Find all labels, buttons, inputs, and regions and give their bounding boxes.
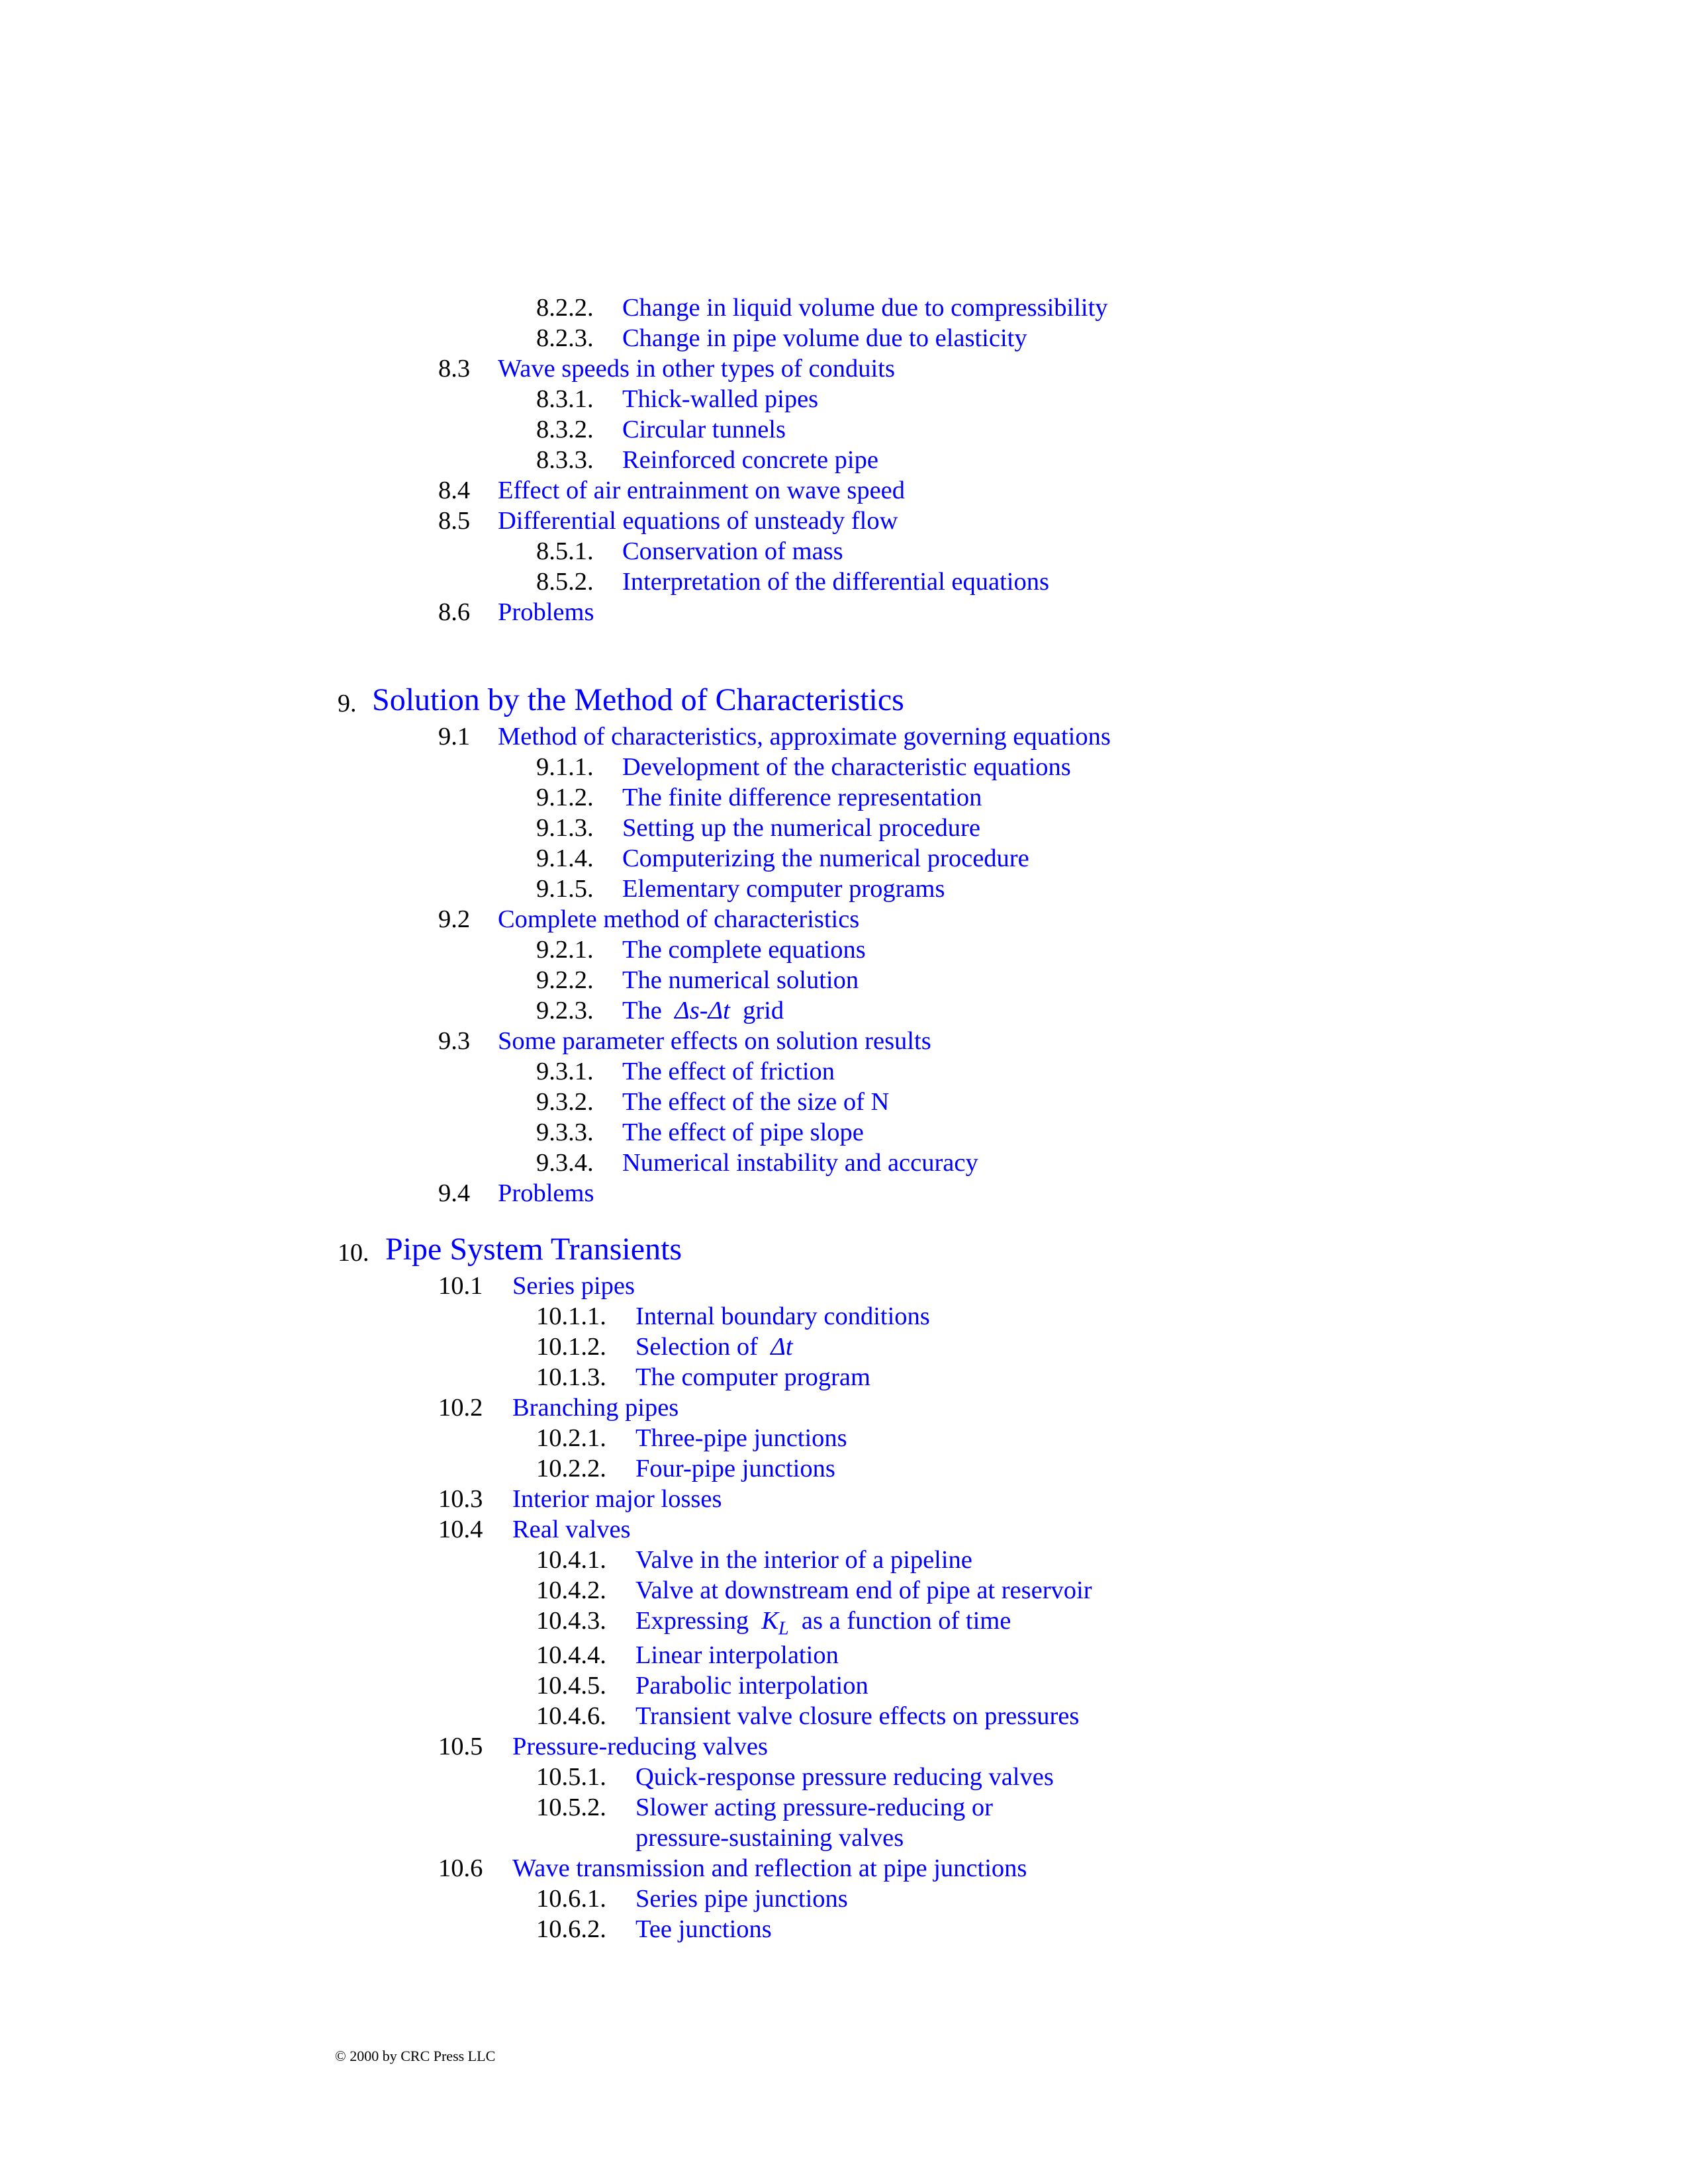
section-number: 8.3 [438, 355, 471, 383]
toc-link[interactable]: Series pipe junctions [635, 1885, 848, 1913]
section-number: 9.2.1. [536, 936, 594, 964]
section-number: 10.6.1. [536, 1885, 606, 1913]
section-number: 9.1.4. [536, 844, 594, 872]
section-number: 10.1.3. [536, 1363, 606, 1391]
toc-link-text: Expressing [635, 1607, 749, 1635]
toc-link[interactable]: Method of characteristics, approximate governing equations [498, 723, 1111, 751]
toc-link[interactable]: Quick-response pressure reducing valves [635, 1763, 1054, 1791]
toc-link[interactable]: Linear interpolation [635, 1641, 839, 1669]
chapter-number: 9. [338, 690, 357, 717]
toc-link[interactable]: Effect of air entrainment on wave speed [498, 477, 906, 504]
section-number: 9.1.3. [536, 814, 594, 842]
toc-link[interactable]: Numerical instability and accuracy [622, 1149, 978, 1177]
section-number: 10.1.2. [536, 1333, 606, 1361]
toc-link[interactable]: Four-pipe junctions [635, 1455, 835, 1482]
section-number: 10.6.2. [536, 1915, 606, 1943]
toc-link[interactable]: Some parameter effects on solution results [498, 1027, 931, 1055]
toc-link[interactable]: Problems [498, 598, 594, 626]
section-number: 8.3.1. [536, 385, 594, 413]
toc-link[interactable]: Slower acting pressure-reducing or [635, 1794, 993, 1821]
section-number: 8.2.2. [536, 294, 594, 322]
toc-link[interactable]: Real valves [512, 1516, 631, 1543]
toc-link[interactable]: Thick-walled pipes [622, 385, 819, 413]
toc-link[interactable] [635, 1606, 1011, 1645]
section-number: 9.1.2. [536, 784, 594, 811]
toc-link[interactable]: Valve at downstream end of pipe at reservoir [635, 1576, 1092, 1604]
section-number: 8.4 [438, 477, 471, 504]
section-number: 10.5.2. [536, 1794, 606, 1821]
section-number: 8.5.2. [536, 568, 594, 596]
toc-link[interactable]: Development of the characteristic equations [622, 753, 1071, 781]
toc-link[interactable]: The effect of the size of N [622, 1088, 890, 1116]
toc-link[interactable]: Wave transmission and reflection at pipe junctions [512, 1854, 1027, 1882]
toc-link[interactable]: The effect of pipe slope [622, 1118, 864, 1146]
section-number: 9.3.2. [536, 1088, 594, 1116]
section-number: 10.1 [438, 1272, 483, 1300]
toc-link[interactable]: Computerizing the numerical procedure [622, 844, 1029, 872]
section-number: 10.4.3. [536, 1607, 606, 1635]
toc-link-text: The [622, 997, 662, 1024]
toc-link[interactable]: Change in liquid volume due to compressibility [622, 294, 1108, 322]
toc-link[interactable]: Problems [498, 1179, 594, 1207]
section-number: 10.4.4. [536, 1641, 606, 1669]
toc-link[interactable]: The effect of friction [622, 1058, 835, 1085]
toc-link-continuation[interactable]: pressure-sustaining valves [635, 1824, 904, 1852]
toc-link[interactable]: Differential equations of unsteady flow [498, 507, 898, 535]
toc-link-text: Selection of [635, 1333, 758, 1361]
math-subscript-l: L [778, 1618, 789, 1639]
section-number: 10.6 [438, 1854, 483, 1882]
math-delta-t: Δt [771, 1333, 793, 1361]
toc-link[interactable]: Branching pipes [512, 1394, 679, 1422]
toc-link[interactable]: Setting up the numerical procedure [622, 814, 980, 842]
section-number: 9.2.2. [536, 966, 594, 994]
toc-link[interactable]: Transient valve closure effects on pressures [635, 1702, 1080, 1730]
section-number: 10.2 [438, 1394, 483, 1422]
math-delta-s-delta-t: Δs-Δt [675, 997, 730, 1024]
section-number: 9.1.1. [536, 753, 594, 781]
toc-link[interactable]: Valve in the interior of a pipeline [635, 1546, 972, 1574]
section-number: 9.3 [438, 1027, 471, 1055]
toc-link[interactable]: Change in pipe volume due to elasticity [622, 324, 1027, 352]
section-number: 9.2.3. [536, 997, 594, 1024]
section-number: 9.1.5. [536, 875, 594, 903]
toc-link[interactable]: Conservation of mass [622, 537, 843, 565]
toc-link[interactable]: Internal boundary conditions [635, 1302, 930, 1330]
section-number: 10.3 [438, 1485, 483, 1513]
toc-link[interactable]: Circular tunnels [622, 416, 786, 443]
section-number: 9.2 [438, 905, 471, 933]
toc-link[interactable]: Interior major losses [512, 1485, 722, 1513]
section-number: 10.4.5. [536, 1672, 606, 1700]
toc-link[interactable]: Interpretation of the differential equations [622, 568, 1049, 596]
toc-link[interactable]: The complete equations [622, 936, 866, 964]
toc-link[interactable]: Pressure-reducing valves [512, 1733, 768, 1760]
section-number: 10.2.1. [536, 1424, 606, 1452]
section-number: 10.4.2. [536, 1576, 606, 1604]
section-number: 8.3.3. [536, 446, 594, 474]
toc-link[interactable] [622, 995, 784, 1026]
chapter-number: 10. [338, 1239, 369, 1267]
section-number: 8.6 [438, 598, 471, 626]
chapter-title-link[interactable]: Solution by the Method of Characteristics [372, 682, 904, 717]
toc-link[interactable]: The numerical solution [622, 966, 859, 994]
section-number: 9.4 [438, 1179, 471, 1207]
section-number: 10.4.6. [536, 1702, 606, 1730]
toc-link[interactable]: Wave speeds in other types of conduits [498, 355, 895, 383]
math-k: K [761, 1607, 779, 1635]
section-number: 10.1.1. [536, 1302, 606, 1330]
toc-link-text: as a function of time [801, 1607, 1011, 1635]
section-number: 10.2.2. [536, 1455, 606, 1482]
toc-link-text: grid [743, 997, 784, 1024]
section-number: 9.3.3. [536, 1118, 594, 1146]
toc-link[interactable]: Parabolic interpolation [635, 1672, 868, 1700]
section-number: 8.2.3. [536, 324, 594, 352]
toc-link[interactable]: Reinforced concrete pipe [622, 446, 878, 474]
section-number: 9.3.4. [536, 1149, 594, 1177]
section-number: 8.5 [438, 507, 471, 535]
section-number: 9.3.1. [536, 1058, 594, 1085]
toc-link[interactable] [635, 1332, 793, 1362]
toc-link[interactable]: The finite difference representation [622, 784, 982, 811]
section-number: 9.1 [438, 723, 471, 751]
toc-link[interactable]: Complete method of characteristics [498, 905, 860, 933]
toc-link[interactable]: Elementary computer programs [622, 875, 945, 903]
chapter-title-link[interactable]: Pipe System Transients [385, 1232, 682, 1267]
section-number: 8.5.1. [536, 537, 594, 565]
section-number: 8.3.2. [536, 416, 594, 443]
toc-link[interactable]: Series pipes [512, 1272, 635, 1300]
section-number: 10.4 [438, 1516, 483, 1543]
section-number: 10.5 [438, 1733, 483, 1760]
toc-link[interactable]: Tee junctions [635, 1915, 772, 1943]
section-number: 10.4.1. [536, 1546, 606, 1574]
toc-link[interactable]: Three-pipe junctions [635, 1424, 847, 1452]
section-number: 10.5.1. [536, 1763, 606, 1791]
toc-link[interactable]: The computer program [635, 1363, 870, 1391]
copyright-footer: © 2000 by CRC Press LLC [335, 2048, 496, 2064]
